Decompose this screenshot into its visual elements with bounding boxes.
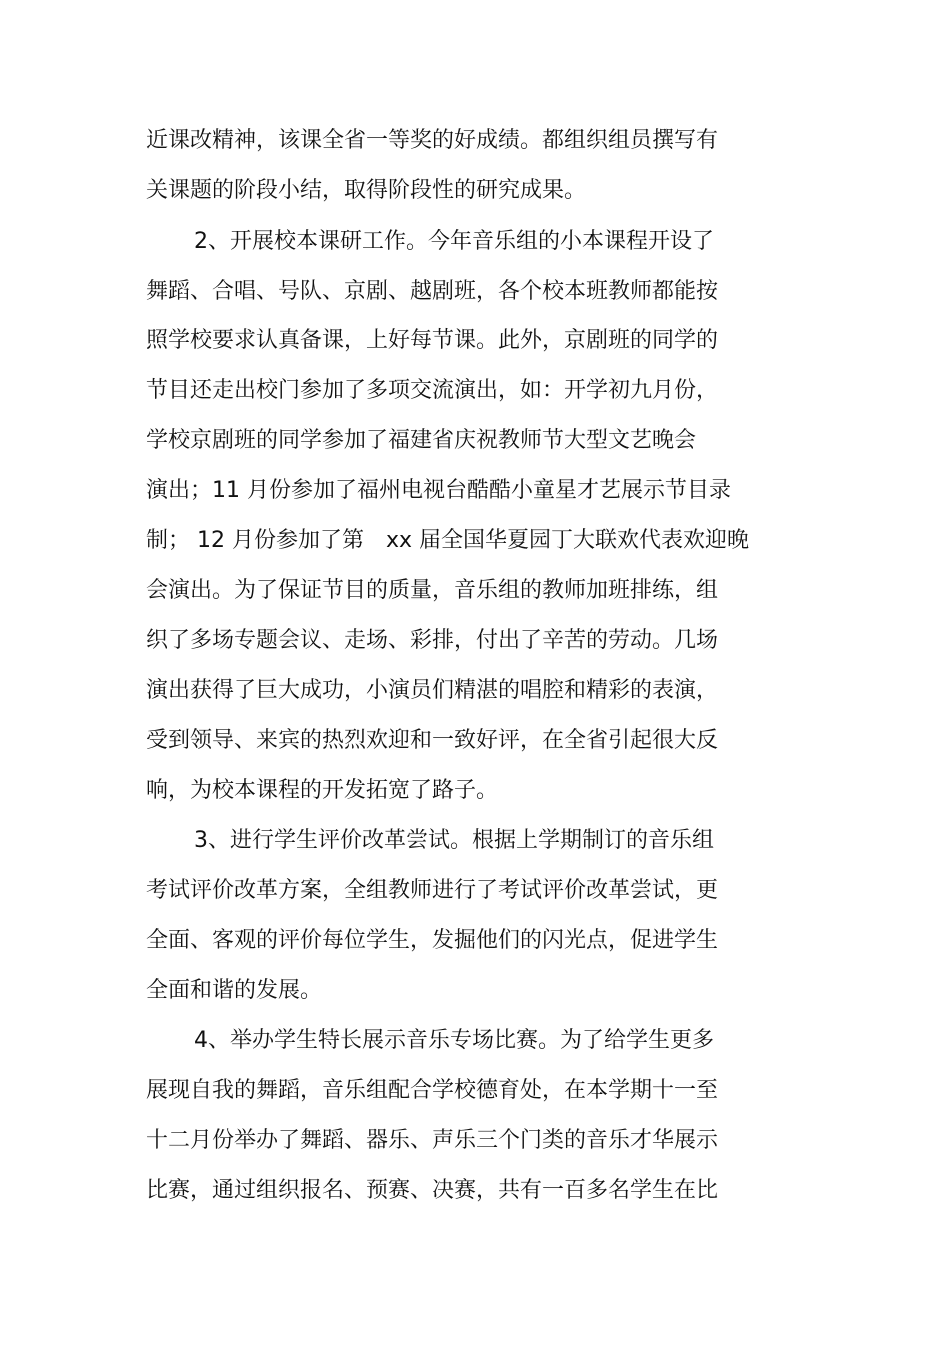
paragraph-4-first-line: 4、举办学生特长展示音乐专场比赛。为了给学生更多 (194, 1028, 714, 1053)
text-line: 响，为校本课程的开发拓宽了路子。 (146, 778, 499, 803)
text-line: 全面和谐的发展。 (146, 978, 323, 1003)
text-line: 比赛，通过组织报名、预赛、决赛，共有一百多名学生在比 (146, 1178, 719, 1203)
paragraph-2-first-line: 2、开展校本课研工作。今年音乐组的小本课程开设了 (194, 229, 714, 254)
text-line: 会演出。为了保证节目的质量，音乐组的教师加班排练，组 (146, 578, 719, 603)
text-line: 学校京剧班的同学参加了福建省庆祝教师节大型文艺晚会 (146, 428, 697, 453)
text-line: 演出获得了巨大成功，小演员们精湛的唱腔和精彩的表演， (146, 678, 719, 703)
text-line: 制； 12 月份参加了第 xx 届全国华夏园丁大联欢代表欢迎晚 (146, 528, 750, 553)
text-line: 节目还走出校门参加了多项交流演出，如：开学初九月份， (146, 378, 719, 403)
text-line: 近课改精神，该课全省一等奖的好成绩。都组织组员撰写有 (146, 128, 719, 153)
text-line: 织了多场专题会议、走场、彩排，付出了辛苦的劳动。几场 (146, 628, 719, 653)
text-line: 十二月份举办了舞蹈、器乐、声乐三个门类的音乐才华展示 (146, 1128, 719, 1153)
text-line: 考试评价改革方案，全组教师进行了考试评价改革尝试，更 (146, 878, 719, 903)
text-line: 关课题的阶段小结，取得阶段性的研究成果。 (146, 178, 587, 203)
text-line: 全面、客观的评价每位学生，发掘他们的闪光点，促进学生 (146, 928, 719, 953)
text-line: 受到领导、来宾的热烈欢迎和一致好评，在全省引起很大反 (146, 728, 719, 753)
text-line: 照学校要求认真备课，上好每节课。此外，京剧班的同学的 (146, 328, 719, 353)
text-line: 展现自我的舞蹈，音乐组配合学校德育处，在本学期十一至 (146, 1078, 719, 1103)
text-line: 演出；11 月份参加了福州电视台酷酷小童星才艺展示节目录 (146, 478, 731, 503)
paragraph-3-first-line: 3、进行学生评价改革尝试。根据上学期制订的音乐组 (194, 828, 714, 853)
text-line: 舞蹈、合唱、号队、京剧、越剧班，各个校本班教师都能按 (146, 279, 719, 304)
